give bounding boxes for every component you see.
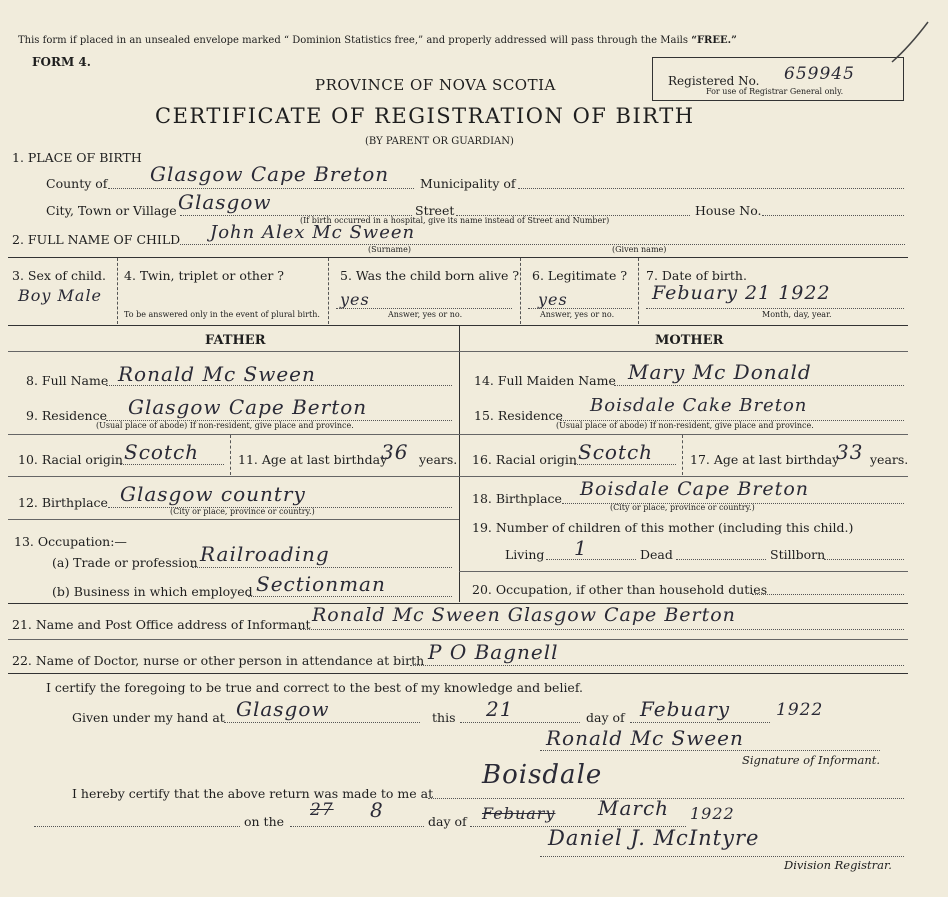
legitimate-note: Answer, yes or no.	[540, 310, 615, 319]
county-label: County of	[46, 176, 108, 191]
divider	[459, 476, 908, 477]
living-label: Living	[505, 547, 545, 562]
street-label: Street	[415, 203, 455, 218]
divider	[8, 257, 908, 258]
dead-line	[676, 559, 766, 560]
mother-name-label: 14. Full Maiden Name	[474, 373, 616, 388]
mother-name-value: Mary Mc Donald	[628, 360, 812, 384]
stillborn-line	[824, 559, 904, 560]
place-of-birth-heading: 1. PLACE OF BIRTH	[12, 150, 142, 165]
municipality-line	[518, 188, 904, 189]
postal-notice-text: This form if placed in an unsealed envelope marked “ Dominion Statistics free,” and properly addressed will pass through the Mails	[18, 35, 692, 46]
registered-label: Registered No.	[668, 74, 760, 88]
divider	[459, 434, 908, 435]
father-heading: FATHER	[205, 333, 266, 348]
registrar-day-struck: 27	[310, 800, 334, 820]
mother-residence-note: (Usual place of abode) If non-resident, give place and province.	[556, 421, 814, 430]
city-value: Glasgow	[178, 190, 272, 214]
divider	[230, 435, 231, 475]
house-line	[762, 215, 904, 216]
father-racial-label: 10. Racial origin	[18, 452, 123, 467]
father-residence-label: 9. Residence	[26, 408, 107, 423]
father-age-value: 36	[381, 440, 409, 464]
given-day-value: 21	[486, 697, 514, 721]
father-occupation-label: 13. Occupation:—	[14, 534, 127, 549]
father-name-value: Ronald Mc Sween	[118, 362, 316, 386]
form-number: FORM 4.	[32, 55, 91, 69]
registrar-signature: Daniel J. McIntyre	[548, 826, 760, 850]
mother-racial-value: Scotch	[578, 440, 654, 464]
divider	[328, 258, 329, 324]
divider	[117, 258, 118, 324]
municipality-label: Municipality of	[420, 176, 516, 191]
mother-racial-label: 16. Racial origin	[472, 452, 577, 467]
house-label: House No.	[695, 203, 762, 218]
divider	[638, 258, 639, 324]
child-name-value: John Alex Mc Sween	[210, 222, 416, 243]
registrar-signature-label: Division Registrar.	[784, 858, 892, 872]
living-value: 1	[574, 536, 588, 560]
dead-label: Dead	[640, 547, 673, 562]
mother-age-value: 33	[836, 440, 864, 464]
page-title: CERTIFICATE OF REGISTRATION OF BIRTH	[155, 104, 695, 128]
given-day-of-label: day of	[586, 710, 625, 725]
living-line	[546, 559, 636, 560]
doctor-value: P O Bagnell	[428, 640, 559, 664]
alive-label: 5. Was the child born alive ?	[340, 268, 520, 283]
informant-value: Ronald Mc Sween Glasgow Cape Berton	[312, 604, 736, 626]
mother-occupation-label: 20. Occupation, if other than household duties	[472, 582, 768, 597]
legitimate-label: 6. Legitimate ?	[532, 268, 628, 283]
mother-residence-value: Boisdale Cake Breton	[590, 395, 808, 416]
registrar-day-line	[290, 826, 424, 827]
sex-label: 3. Sex of child.	[12, 268, 107, 283]
surname-note: (Surname)	[368, 245, 411, 254]
father-age-label: 11. Age at last birthday	[238, 452, 388, 467]
page-subtitle: (BY PARENT OR GUARDIAN)	[365, 136, 514, 147]
registrar-place-value: Boisdale	[482, 760, 603, 790]
twin-note: To be answered only in the event of plural birth.	[124, 310, 320, 319]
registrar-day-of-label: day of	[428, 814, 467, 829]
given-place-line	[224, 722, 420, 723]
mother-residence-label: 15. Residence	[474, 408, 563, 423]
county-value: Glasgow Cape Breton	[150, 162, 390, 186]
divider	[8, 434, 459, 435]
father-racial-value: Scotch	[124, 440, 200, 464]
date-line	[646, 308, 904, 309]
left-blank-line	[34, 826, 240, 827]
alive-note: Answer, yes or no.	[388, 310, 463, 319]
mother-occupation-line	[752, 594, 904, 595]
registrar-month-value: March	[598, 796, 670, 820]
stillborn-label: Stillborn	[770, 547, 826, 562]
given-label: Given under my hand at	[72, 710, 225, 725]
postal-notice	[18, 35, 737, 46]
alive-value: yes	[340, 290, 370, 309]
father-trade-label: (a) Trade or profession	[52, 555, 198, 570]
father-residence-note: (Usual place of abode) If non-resident, give place and province.	[96, 421, 354, 430]
pen-mark	[888, 18, 938, 68]
divider	[682, 435, 683, 475]
registrar-day-value: 8	[370, 798, 384, 822]
given-month-value: Febuary	[640, 697, 731, 721]
father-business-label: (b) Business in which employed	[52, 584, 253, 599]
given-name-note: (Given name)	[612, 245, 667, 254]
certification-statement: I certify the foregoing to be true and correct to the best of my knowledge and belief.	[46, 680, 583, 695]
date-of-birth-value: Febuary 21 1922	[652, 282, 831, 304]
mother-racial-line	[574, 464, 676, 465]
father-age-suffix: years.	[419, 452, 458, 467]
registered-note: For use of Registrar General only.	[706, 87, 844, 96]
given-year-value: 1922	[776, 700, 824, 720]
divider	[8, 325, 908, 326]
given-place-value: Glasgow	[236, 697, 330, 721]
registrar-statement: I hereby certify that the above return was made to me at	[72, 786, 434, 801]
doctor-line	[410, 665, 904, 666]
divider	[8, 351, 908, 352]
registrar-month-struck: Febuary	[482, 804, 556, 823]
date-of-birth-label: 7. Date of birth.	[646, 268, 747, 283]
father-business-value: Sectionman	[256, 572, 386, 596]
alive-line	[336, 308, 512, 309]
child-name-line	[180, 244, 905, 245]
county-line	[108, 188, 414, 189]
father-name-label: 8. Full Name	[26, 373, 109, 388]
mother-children-label: 19. Number of children of this mother (including this child.)	[472, 520, 854, 535]
mother-age-label: 17. Age at last birthday	[690, 452, 840, 467]
given-month-line	[630, 722, 770, 723]
father-residence-value: Glasgow Cape Berton	[128, 395, 368, 419]
divider	[520, 258, 521, 324]
this-label: this	[432, 710, 456, 725]
on-the-label: on the	[244, 814, 285, 829]
divider	[459, 571, 908, 572]
registrar-year-value: 1922	[690, 804, 735, 823]
date-note: Month, day, year.	[762, 310, 832, 319]
father-business-line	[248, 596, 452, 597]
divider	[8, 519, 459, 520]
city-label: City, Town or Village	[46, 203, 177, 218]
divider	[8, 673, 908, 674]
mother-birthplace-label: 18. Birthplace	[472, 491, 562, 506]
postal-notice-free: “FREE.”	[691, 35, 737, 46]
sex-value: Boy Male	[18, 286, 103, 305]
informant-signature: Ronald Mc Sween	[546, 726, 744, 750]
legitimate-line	[528, 308, 632, 309]
province-heading: PROVINCE OF NOVA SCOTIA	[315, 76, 556, 94]
mother-age-suffix: years.	[870, 452, 909, 467]
mother-birthplace-value: Boisdale Cape Breton	[580, 478, 809, 500]
registered-number: 659945	[784, 64, 855, 84]
father-birthplace-note: (City or place, province or country.)	[170, 507, 315, 516]
street-note: (If birth occurred in a hospital, give its name instead of Street and Number)	[300, 216, 610, 225]
father-trade-line	[192, 567, 452, 568]
informant-label: 21. Name and Post Office address of Informant	[12, 617, 311, 632]
twin-label: 4. Twin, triplet or other ?	[124, 268, 284, 283]
doctor-label: 22. Name of Doctor, nurse or other person in attendance at birth	[12, 653, 425, 668]
informant-line	[300, 629, 904, 630]
divider	[8, 476, 459, 477]
legitimate-value: yes	[538, 290, 568, 309]
child-name-label: 2. FULL NAME OF CHILD	[12, 232, 181, 247]
registrar-signature-line	[540, 856, 904, 857]
father-trade-value: Railroading	[200, 542, 330, 566]
mother-name-line	[614, 385, 904, 386]
mother-heading: MOTHER	[655, 333, 724, 348]
mother-birthplace-note: (City or place, province or country.)	[610, 503, 755, 512]
informant-signature-line	[540, 750, 880, 751]
informant-signature-label: Signature of Informant.	[742, 753, 881, 767]
father-birthplace-value: Glasgow country	[120, 482, 306, 506]
father-birthplace-label: 12. Birthplace	[18, 495, 108, 510]
divider	[459, 326, 460, 602]
father-racial-line	[120, 464, 224, 465]
given-day-line	[460, 722, 580, 723]
